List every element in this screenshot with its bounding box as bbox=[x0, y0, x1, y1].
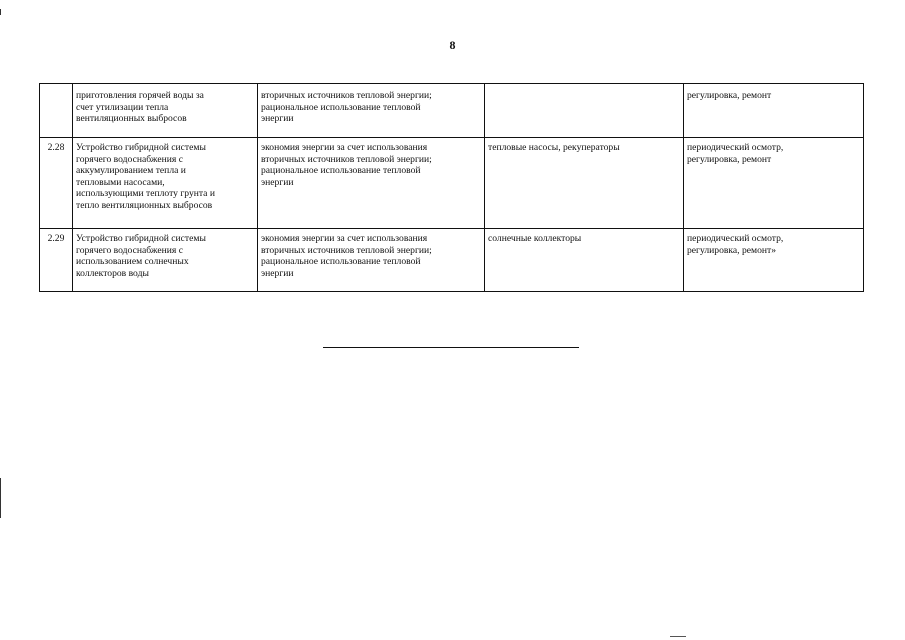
equipment-cell: тепловые насосы, рекуператоры bbox=[485, 138, 684, 229]
row-number-cell: 2.28 bbox=[40, 138, 73, 229]
equipment-cell bbox=[485, 84, 684, 138]
measures-table bbox=[39, 83, 864, 292]
table-row bbox=[40, 84, 864, 138]
effect-cell: экономия энергии за счет использования вторичных источников тепловой энергии; рациональное использование тепловой энергии bbox=[258, 138, 485, 229]
row-number-cell: 2.29 bbox=[40, 229, 73, 292]
equipment-cell: солнечные коллекторы bbox=[485, 229, 684, 292]
maintenance-cell: периодический осмотр, регулировка, ремонт bbox=[684, 138, 864, 229]
scan-artifact-mark bbox=[0, 478, 1, 518]
measure-description-cell: Устройство гибридной системы горячего водоснабжения с использованием солнечных коллекторов воды bbox=[73, 229, 258, 292]
effect-cell: экономия энергии за счет использования вторичных источников тепловой энергии; рациональное использование тепловой энергии bbox=[258, 229, 485, 292]
scan-artifact-mark bbox=[0, 9, 1, 15]
table-row bbox=[40, 138, 864, 229]
effect-cell: вторичных источников тепловой энергии; рациональное использование тепловой энергии bbox=[258, 84, 485, 138]
page-number: 8 bbox=[449, 38, 456, 52]
closing-rule-divider bbox=[323, 347, 579, 348]
table-row bbox=[40, 229, 864, 292]
measure-description-cell: приготовления горячей воды за счет утилизации тепла вентиляционных выбросов bbox=[73, 84, 258, 138]
row-number-cell bbox=[40, 84, 73, 138]
maintenance-cell: регулировка, ремонт bbox=[684, 84, 864, 138]
scan-artifact-mark bbox=[670, 636, 686, 637]
measure-description-cell: Устройство гибридной системы горячего водоснабжения с аккумулированием тепла и тепловыми насосами, использующими теплоту грунта и тепло вентиляционных выбросов bbox=[73, 138, 258, 229]
maintenance-cell: периодический осмотр, регулировка, ремонт» bbox=[684, 229, 864, 292]
